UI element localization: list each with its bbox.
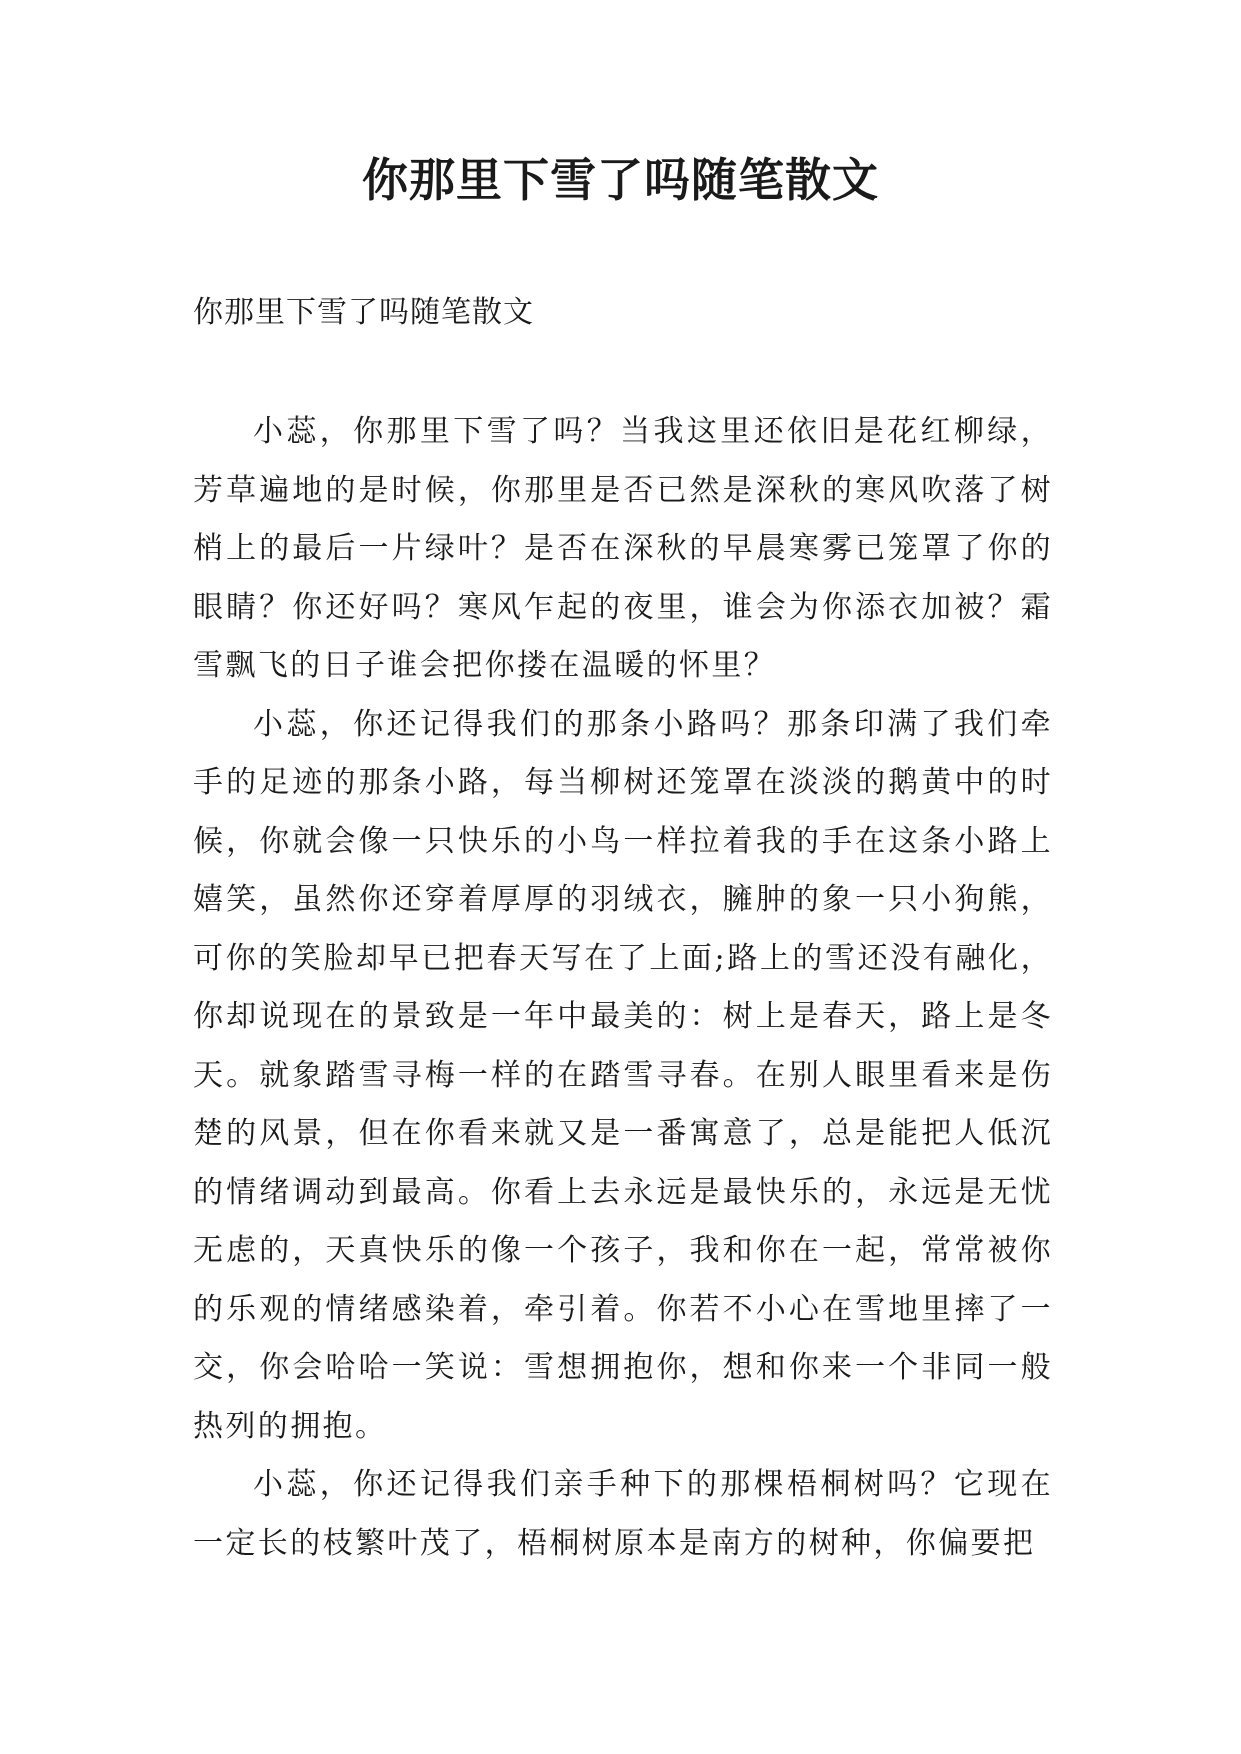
paragraph-1: 小蕊，你那里下雪了吗？当我这里还依旧是花红柳绿，芳草遍地的是时候，你那里是否已然是深秋的寒风吹落了树梢上的最后一片绿叶？是否在深秋的早晨寒雾已笼罩了你的眼睛？你还好吗？寒风乍起的夜里，谁会为你添衣加被？霜雪飘飞的日子谁会把你搂在温暖的怀里？ <box>193 414 1053 683</box>
paragraph-2: 小蕊，你还记得我们的那条小路吗？那条印满了我们牵手的足迹的那条小路，每当柳树还笼罩在淡淡的鹅黄中的时候，你就会像一只快乐的小鸟一样拉着我的手在这条小路上嬉笑，虽然你还穿着厚厚的羽绒衣，臃肿的象一只小狗熊，可你的笑脸却早已把春天写在了上面;路上的雪还没有融化，你却说现在的景致是一年中最美的：树上是春天，路上是冬天。就象踏雪寻梅一样的在踏雪寻春。在别人眼里看来是伤楚的风景，但在你看来就又是一番寓意了，总是能把人低沉的情绪调动到最高。你看上去永远是最快乐的，永远是无忧无虑的，天真快乐的像一个孩子，我和你在一起，常常被你的乐观的情绪感染着，牵引着。你若不小心在雪地里摔了一交，你会哈哈一笑说：雪想拥抱你，想和你来一个非同一般热列的拥抱。 <box>193 706 1053 1444</box>
document-title: 你那里下雪了吗随笔散文 <box>362 153 879 207</box>
document-subtitle: 你那里下雪了吗随笔散文 <box>193 295 534 330</box>
document-body <box>193 403 1053 1573</box>
paragraph-3: 小蕊，你还记得我们亲手种下的那棵梧桐树吗？它现在一定长的枝繁叶茂了，梧桐树原本是南方的树种，你偏要把 <box>193 1467 1053 1561</box>
